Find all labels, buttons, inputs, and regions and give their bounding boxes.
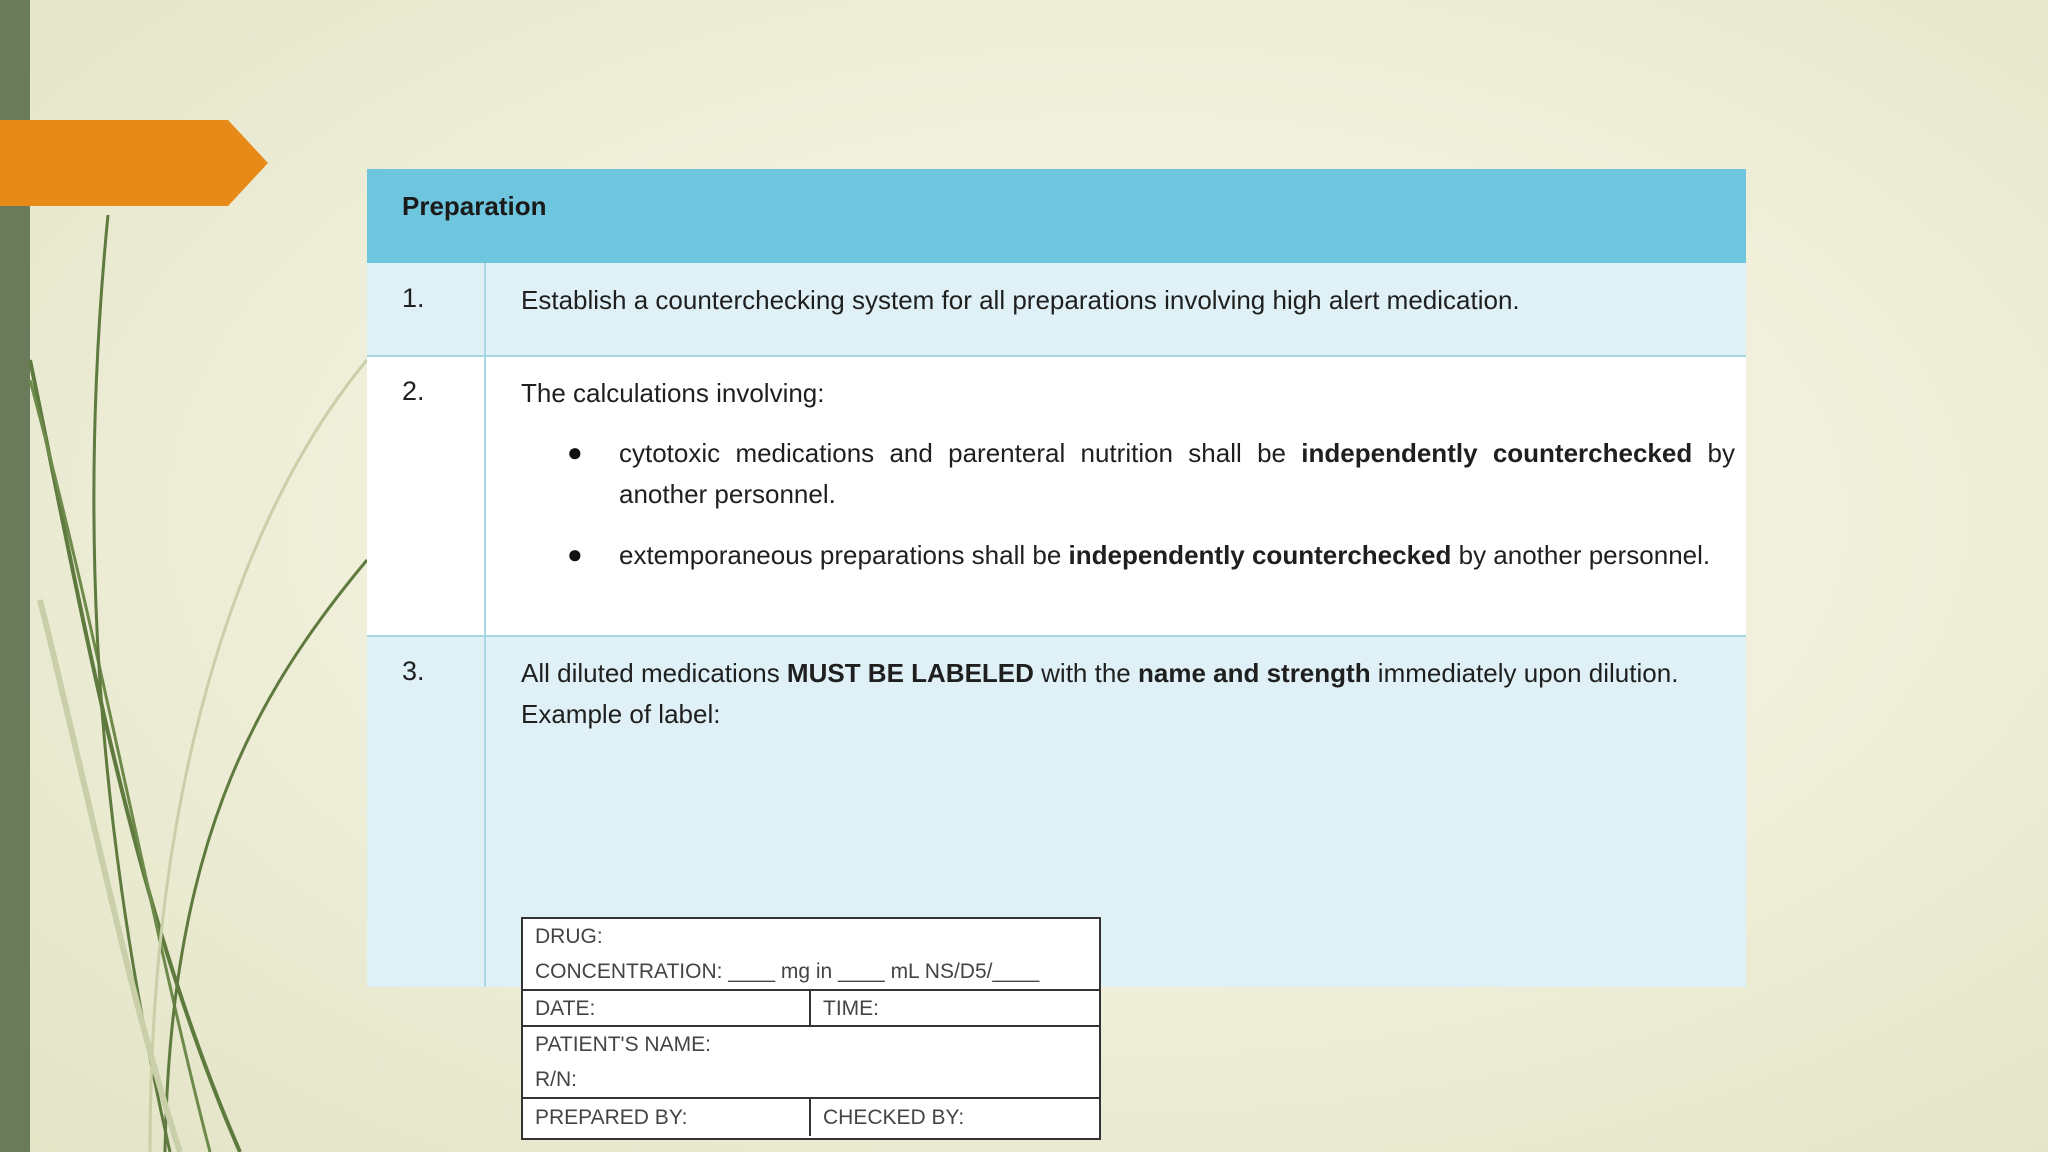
preparation-table <box>367 169 1746 1129</box>
label-drug: DRUG: <box>535 925 603 948</box>
bullet-item: extemporaneous preparations shall be independently counterchecked by another personnel. <box>619 540 1711 570</box>
label-divider <box>809 1099 811 1136</box>
table-row <box>367 636 1746 1129</box>
label-date-row <box>523 991 1099 1027</box>
label-checked-by: CHECKED BY: <box>823 1106 965 1129</box>
row-number: 1. <box>402 283 425 313</box>
label-drug-section <box>523 919 1099 991</box>
row-text: All diluted medications MUST BE LABELED with the name and strength immediately upon dilution. Example of label: <box>521 658 1679 729</box>
label-divider <box>809 991 811 1025</box>
label-rn: R/N: <box>535 1068 577 1091</box>
orange-arrow-tab <box>0 120 270 206</box>
bullet-item: cytotoxic medications and parenteral nutrition shall be independently counterchecked by another personnel. <box>619 438 1735 509</box>
label-signature-row <box>523 1099 1099 1136</box>
bullet-dot: ● <box>567 539 583 569</box>
label-example <box>521 917 1101 1140</box>
label-concentration: CONCENTRATION: ____ mg in ____ mL NS/D5/____ <box>535 960 1040 983</box>
row-text: Establish a counterchecking system for all preparations involving high alert medication. <box>521 285 1520 315</box>
row-divider <box>367 355 1746 357</box>
column-divider <box>484 263 486 987</box>
label-date: DATE: <box>535 997 596 1020</box>
table-row <box>367 263 1746 356</box>
section-title: Preparation <box>402 191 547 221</box>
label-patient-section <box>523 1027 1099 1099</box>
label-prepared-by: PREPARED BY: <box>535 1106 688 1129</box>
bullet-dot: ● <box>567 437 583 467</box>
row-number: 3. <box>402 656 425 686</box>
label-time: TIME: <box>823 997 879 1020</box>
row-number: 2. <box>402 376 425 406</box>
row-intro: The calculations involving: <box>521 378 825 408</box>
row-divider <box>367 635 1746 637</box>
table-header <box>367 169 1746 263</box>
label-patient-name: PATIENT'S NAME: <box>535 1033 711 1056</box>
table-row <box>367 356 1746 636</box>
